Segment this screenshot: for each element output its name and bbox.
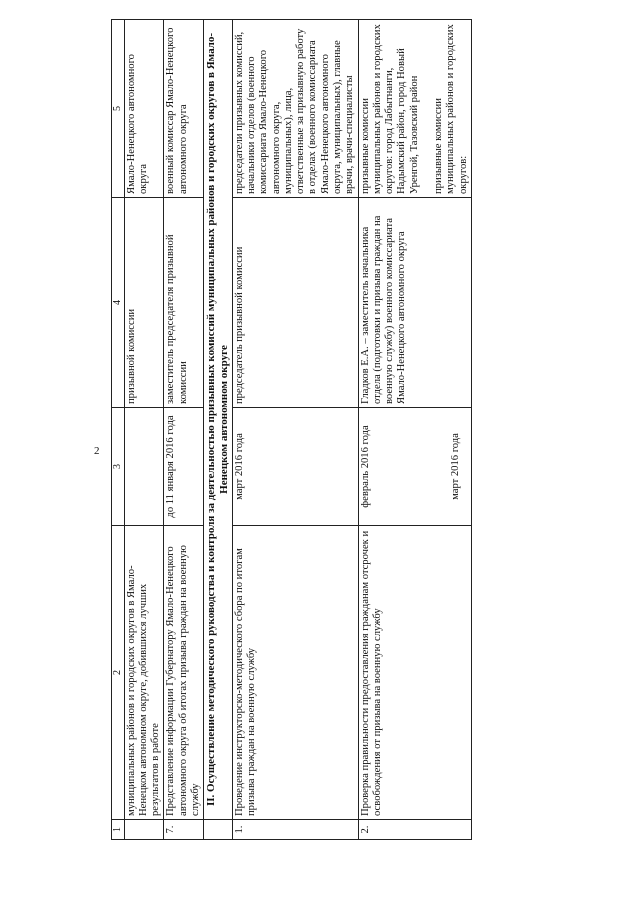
row-number: 1. — [232, 820, 358, 840]
table-row — [358, 20, 471, 840]
plan-table — [111, 19, 472, 840]
landscape-table-container — [111, 20, 622, 840]
participants-cell: военный комиссар Ямало-Ненецкого автономного округа — [164, 20, 204, 198]
row-number: 2. — [358, 820, 471, 840]
responsible-cell: председатель призывной комиссии — [232, 198, 358, 408]
row-number — [124, 820, 164, 840]
row-number: 7. — [164, 820, 204, 840]
event-cell: муниципальных районов и городских округов в Ямало-Ненецком автономном округе, добившихся лучших результатов в работе — [124, 526, 164, 820]
section-row — [204, 20, 233, 840]
event-cell: Проведение инструкторско-методического сбора по итогам призыва граждан на военную службу — [232, 526, 358, 820]
col-header-2: 2 — [112, 526, 125, 820]
responsible-cell: призывной комиссии — [124, 198, 164, 408]
date-cell: март 2016 года — [232, 408, 358, 526]
date-second: март 2016 года — [449, 433, 461, 500]
responsible-cell: заместитель председателя призывной комиссии — [164, 198, 204, 408]
date-first: февраль 2016 года — [359, 425, 371, 508]
event-cell: Представление информации Губернатору Ямало-Ненецкого автономного округа об итогах призыва граждан на военную службу — [164, 526, 204, 820]
participants-cell: Ямало-Ненецкого автономного округа — [124, 20, 164, 198]
page-number: 2 — [94, 445, 100, 457]
date-cell — [124, 408, 164, 526]
table-row — [164, 20, 204, 840]
participants-cell — [358, 20, 471, 198]
section-title: II. Осуществление методического руководства и контроля за деятельностью призывных комиссий муниципальных районов и городских округов в Ямало-Ненецком автономном округе — [204, 20, 233, 820]
participants-second: призывные комиссии муниципальных районов и городских округов: — [433, 24, 469, 194]
responsible-cell: Гладков Е.А. – заместитель начальника отдела (подготовки и призыва граждан на военную службу) военного комиссариата Ямало-Ненецкого автономного округа — [358, 198, 471, 408]
date-cell — [358, 408, 471, 526]
header-row — [112, 20, 125, 840]
col-header-4: 4 — [112, 198, 125, 408]
col-header-3: 3 — [112, 408, 125, 526]
col-header-5: 5 — [112, 20, 125, 198]
table-row — [232, 20, 358, 840]
date-cell: до 11 января 2016 года — [164, 408, 204, 526]
participants-first: призывные комиссии муниципальных районов и городских округов: город Лабытнанги, Надымский район, город Новый Уренгой, Тазовский район — [359, 24, 420, 194]
table-row — [124, 20, 164, 840]
col-header-1: 1 — [112, 820, 125, 840]
event-cell: Проверка правильности предоставления гражданам отсрочек и освобождения от призыва на военную службу — [358, 526, 471, 820]
participants-cell: председатели призывных комиссий, начальники отделов (военного комиссариата Ямало-Ненецкого автономного округа, муниципальных), лица, ответственные за призывную работу в отделах (военного комиссариата Ямало-Ненецкого автономного округа, муниципальных), главные врачи, врачи-специалисты — [232, 20, 358, 198]
